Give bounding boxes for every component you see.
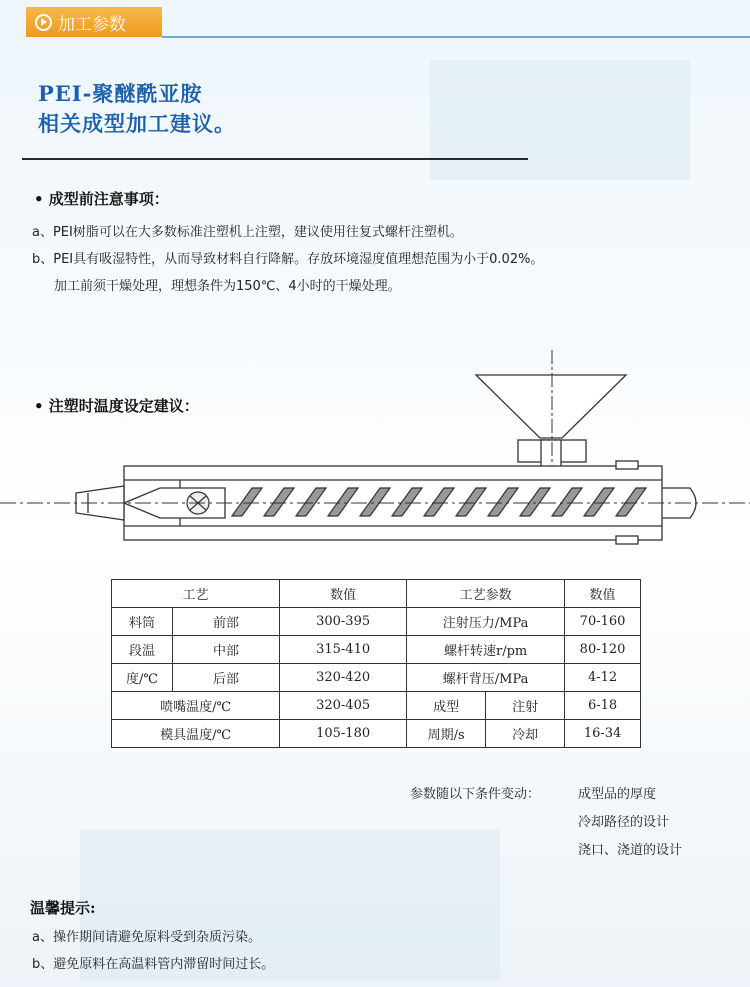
injection-machine-diagram bbox=[0, 350, 750, 560]
table-cell: 315-410 bbox=[280, 636, 407, 664]
table-cell: 中部 bbox=[173, 636, 280, 664]
table-cell: 16-34 bbox=[565, 720, 641, 748]
table-cell: 模具温度/℃ bbox=[112, 720, 280, 748]
table-cell: 105-180 bbox=[280, 720, 407, 748]
table-cell: 度/℃ bbox=[112, 664, 173, 692]
tips-line: a、操作期间请避免原料受到杂质污染。 bbox=[32, 930, 261, 945]
table-header: 数值 bbox=[280, 580, 407, 608]
pre-molding-line: 加工前须干燥处理，理想条件为150℃、4小时的干燥处理。 bbox=[54, 279, 401, 294]
table-cell: 320-405 bbox=[280, 692, 407, 720]
table-cell: 4-12 bbox=[565, 664, 641, 692]
table-cell: 冷却 bbox=[486, 720, 565, 748]
variation-label: 参数随以下条件变动： bbox=[410, 787, 541, 802]
table-cell: 300-395 bbox=[280, 608, 407, 636]
section-tag bbox=[26, 7, 162, 37]
pre-molding-line: a、PEI树脂可以在大多数标准注塑机上注塑，建议使用往复式螺杆注塑机。 bbox=[32, 225, 463, 240]
table-header: 数值 bbox=[565, 580, 641, 608]
table-cell: 成型 bbox=[407, 692, 486, 720]
table-cell: 注射 bbox=[486, 692, 565, 720]
tips-line: b、避免原料在高温料管内滞留时间过长。 bbox=[32, 957, 275, 972]
table-cell: 6-18 bbox=[565, 692, 641, 720]
table-cell: 80-120 bbox=[565, 636, 641, 664]
table-cell: 螺杆转速r/pm bbox=[407, 636, 565, 664]
table-cell: 段温 bbox=[112, 636, 173, 664]
pre-molding-line: b、PEI具有吸湿特性，从而导致材料自行降解。存放环境湿度值理想范围为小于0.02%。 bbox=[32, 252, 544, 267]
table-cell: 后部 bbox=[173, 664, 280, 692]
arrow-right-icon bbox=[35, 14, 52, 31]
table-cell: 螺杆背压/MPa bbox=[407, 664, 565, 692]
table-cell: 料筒 bbox=[112, 608, 173, 636]
table-cell: 喷嘴温度/℃ bbox=[112, 692, 280, 720]
header-divider bbox=[162, 36, 750, 38]
table-cell: 注射压力/MPa bbox=[407, 608, 565, 636]
variation-item: 浇口、浇道的设计 bbox=[578, 843, 683, 858]
title-divider bbox=[22, 158, 528, 160]
table-cell: 周期/s bbox=[407, 720, 486, 748]
variation-item: 冷却路径的设计 bbox=[578, 815, 670, 830]
table-cell: 70-160 bbox=[565, 608, 641, 636]
page-title-line2: 相关成型加工建议。 bbox=[38, 111, 236, 136]
table-cell: 前部 bbox=[173, 608, 280, 636]
tips-heading: 温馨提示: bbox=[30, 899, 96, 917]
pre-molding-heading: • 成型前注意事项： bbox=[34, 190, 169, 208]
page-title-line1: PEI-聚醚酰亚胺 bbox=[38, 81, 203, 106]
table-header: 工艺 bbox=[112, 580, 280, 608]
table-cell: 320-420 bbox=[280, 664, 407, 692]
variation-item: 成型品的厚度 bbox=[578, 787, 657, 802]
temperature-heading: • 注塑时温度设定建议： bbox=[34, 397, 199, 415]
background-shape bbox=[430, 60, 690, 180]
table-header: 工艺参数 bbox=[407, 580, 565, 608]
section-tag-label: 加工参数 bbox=[58, 14, 126, 35]
temperature-table bbox=[111, 579, 641, 748]
